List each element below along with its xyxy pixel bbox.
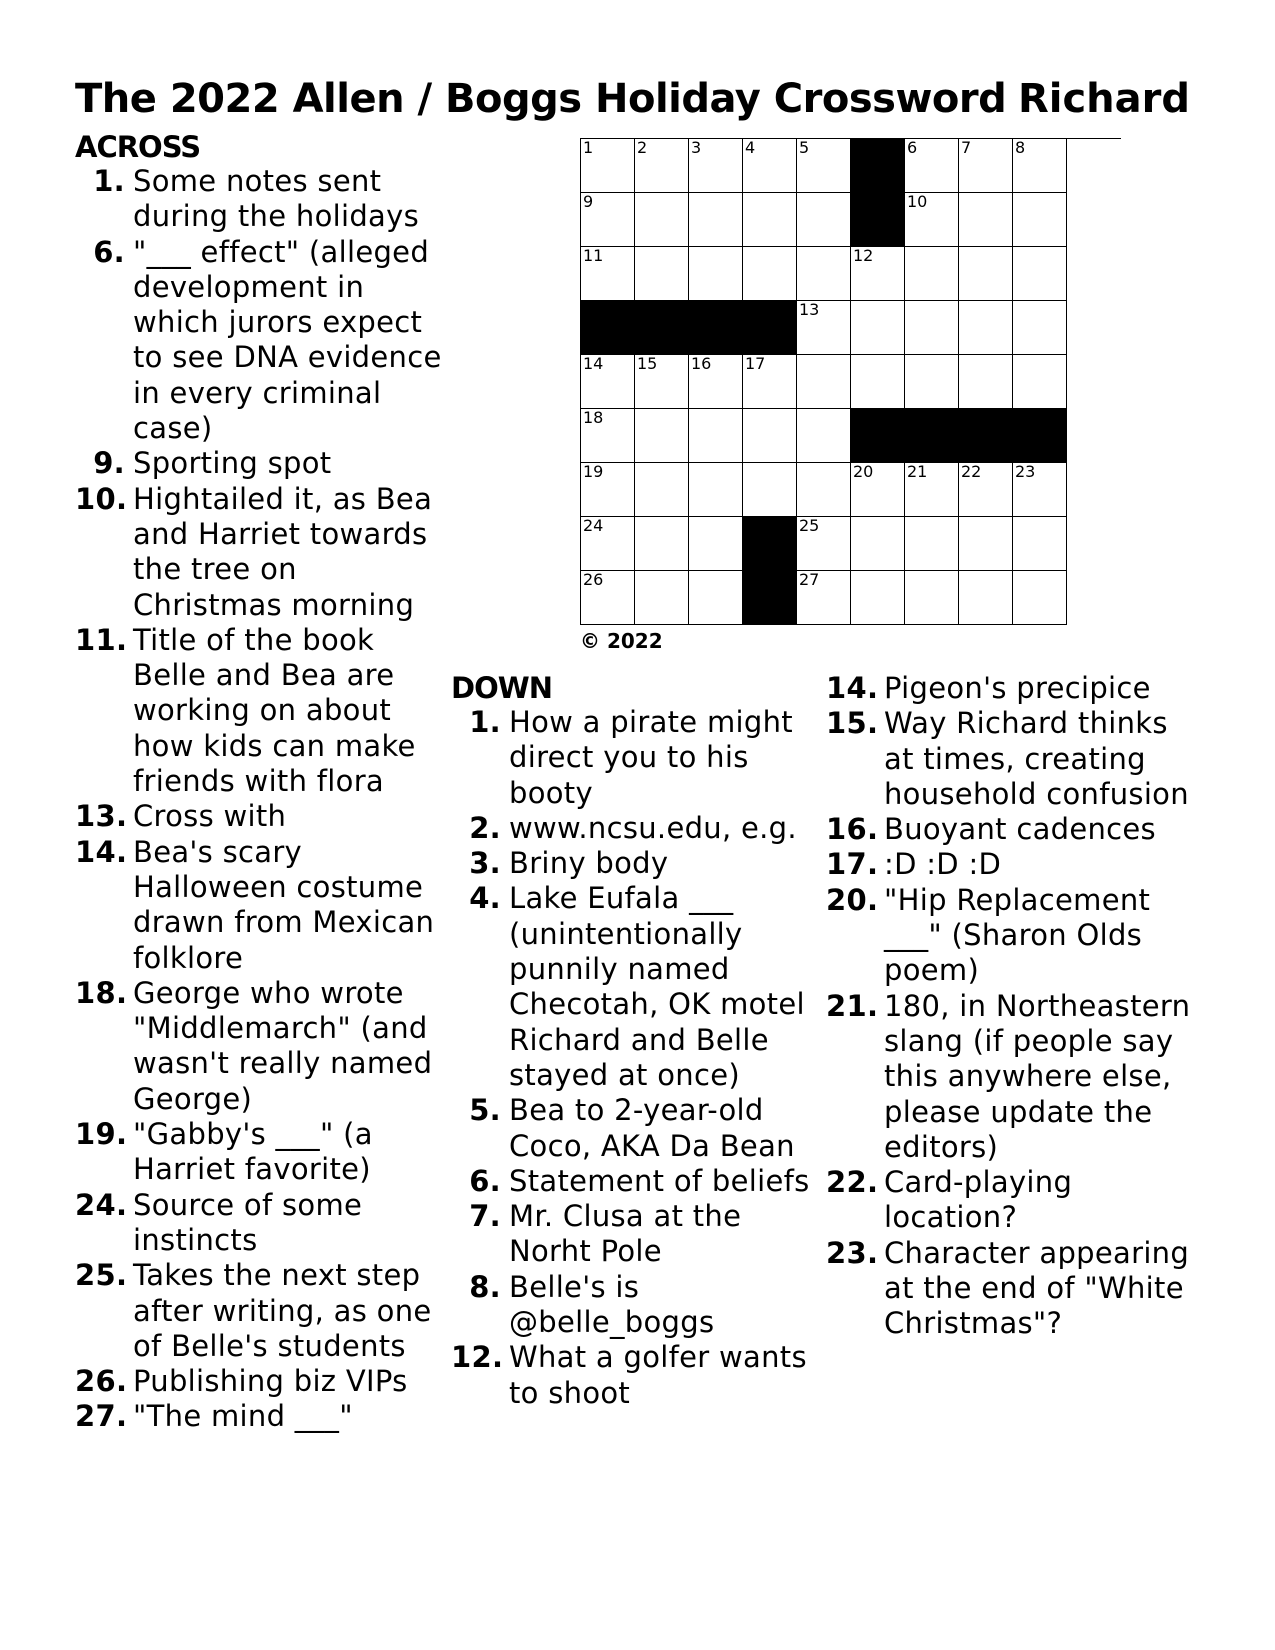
black-square bbox=[851, 139, 905, 193]
grid-cell bbox=[797, 139, 851, 193]
clue-number: 27. bbox=[75, 1399, 128, 1434]
puzzle-title: The 2022 Allen / Boggs Holiday Crossword bbox=[75, 76, 1007, 122]
down-clue bbox=[451, 1164, 811, 1199]
grid-cell bbox=[959, 139, 1013, 193]
down-clue bbox=[826, 989, 1196, 1165]
down-clue-list-right bbox=[826, 671, 1196, 1342]
clue-number: 6. bbox=[93, 234, 125, 269]
clue-text: Buoyant cadences bbox=[884, 812, 1156, 847]
clue-text: "Gabby's ___" (a Harriet favorite) bbox=[133, 1117, 373, 1187]
clue-text: Mr. Clusa at the Norht Pole bbox=[509, 1199, 742, 1269]
across-clue bbox=[75, 164, 445, 235]
down-clue bbox=[451, 1199, 811, 1270]
across-clue bbox=[75, 446, 445, 481]
cell-number: 13 bbox=[799, 300, 820, 319]
grid-cell bbox=[743, 247, 797, 301]
grid-cell bbox=[959, 301, 1013, 355]
down-clue bbox=[451, 1093, 811, 1164]
cell-number: 22 bbox=[961, 462, 982, 481]
grid-cell bbox=[797, 571, 851, 625]
grid-cell bbox=[1013, 193, 1067, 247]
cell-number: 12 bbox=[853, 246, 874, 265]
clue-number: 6. bbox=[469, 1163, 501, 1198]
cell-number: 6 bbox=[907, 138, 918, 157]
grid-cell bbox=[743, 409, 797, 463]
grid-cell bbox=[1013, 463, 1067, 517]
grid-cell bbox=[689, 247, 743, 301]
grid-cell bbox=[635, 247, 689, 301]
clue-text: How a pirate might direct you to his booty bbox=[509, 705, 793, 810]
grid-cell bbox=[635, 409, 689, 463]
grid-cell bbox=[689, 463, 743, 517]
cell-number: 2 bbox=[637, 138, 648, 157]
black-square bbox=[743, 571, 797, 625]
across-clue bbox=[75, 482, 445, 623]
down-clue bbox=[826, 812, 1196, 847]
clue-text: Briny body bbox=[509, 846, 669, 881]
cell-number: 27 bbox=[799, 570, 820, 589]
across-clue bbox=[75, 1364, 445, 1399]
grid-cell bbox=[959, 463, 1013, 517]
cell-number: 16 bbox=[691, 354, 712, 373]
grid-cell bbox=[689, 409, 743, 463]
grid-cell bbox=[905, 463, 959, 517]
cell-number: 17 bbox=[745, 354, 766, 373]
clue-number: 13. bbox=[75, 799, 128, 834]
grid-cell bbox=[959, 247, 1013, 301]
clue-number: 1. bbox=[93, 164, 125, 198]
down-clue bbox=[826, 671, 1196, 706]
clue-text: Bea to 2-year-old Coco, AKA Da Bean bbox=[509, 1093, 795, 1163]
grid-cell bbox=[905, 139, 959, 193]
clue-number: 21. bbox=[826, 988, 879, 1023]
clue-text: "Hip Replacement ___" (Sharon Olds poem) bbox=[884, 882, 1151, 988]
grid-cell bbox=[743, 139, 797, 193]
grid-cell bbox=[1013, 301, 1067, 355]
cell-number: 25 bbox=[799, 516, 820, 535]
grid-cell bbox=[635, 139, 689, 193]
clue-number: 14. bbox=[75, 834, 128, 869]
grid-cell bbox=[797, 355, 851, 409]
grid-cell bbox=[581, 139, 635, 193]
clue-text: :D :D :D bbox=[884, 847, 1002, 882]
clue-text: Publishing biz VIPs bbox=[133, 1364, 408, 1399]
black-square bbox=[635, 301, 689, 355]
down-heading: DOWN bbox=[451, 671, 552, 705]
grid-cell bbox=[905, 571, 959, 625]
grid-cell bbox=[1013, 247, 1067, 301]
across-clue bbox=[75, 976, 445, 1117]
clue-number: 4. bbox=[469, 881, 501, 916]
grid-cell bbox=[581, 571, 635, 625]
clue-text: Lake Eufala ___ (unintentionally punnily named Checotah, OK motel Richard and Belle stayed at once) bbox=[509, 881, 805, 1092]
down-clue bbox=[826, 883, 1196, 989]
clue-text: Way Richard thinks at times, creating household confusion bbox=[884, 706, 1189, 811]
grid-cell bbox=[635, 193, 689, 247]
grid-cell bbox=[905, 517, 959, 571]
down-clue bbox=[826, 706, 1196, 812]
across-clue bbox=[75, 1258, 445, 1364]
grid-cell bbox=[581, 517, 635, 571]
grid-cell bbox=[743, 463, 797, 517]
clue-number: 14. bbox=[826, 671, 879, 705]
clue-text: George who wrote "Middlemarch" (and wasn't really named George) bbox=[133, 975, 433, 1116]
grid-cell bbox=[851, 517, 905, 571]
grid-cell bbox=[635, 517, 689, 571]
grid-cell bbox=[851, 463, 905, 517]
grid-cell bbox=[1013, 139, 1067, 193]
black-square bbox=[743, 517, 797, 571]
black-square bbox=[1013, 409, 1067, 463]
clue-number: 22. bbox=[826, 1165, 879, 1200]
clue-number: 10. bbox=[75, 481, 128, 516]
clue-number: 7. bbox=[469, 1199, 501, 1234]
grid-cell bbox=[581, 355, 635, 409]
clue-text: Belle's is @belle_boggs bbox=[509, 1269, 715, 1340]
grid-cell bbox=[797, 517, 851, 571]
clue-number: 3. bbox=[469, 846, 501, 881]
clue-number: 16. bbox=[826, 812, 879, 847]
clue-text: Pigeon's precipice bbox=[884, 671, 1151, 705]
grid-cell bbox=[1013, 571, 1067, 625]
cell-number: 7 bbox=[961, 138, 972, 157]
grid-cell bbox=[689, 355, 743, 409]
cell-number: 3 bbox=[691, 138, 702, 157]
grid-cell bbox=[851, 301, 905, 355]
clue-text: Bea's scary Halloween costume drawn from Mexican folklore bbox=[133, 834, 435, 975]
black-square bbox=[743, 301, 797, 355]
down-clue bbox=[451, 881, 811, 1093]
down-clue bbox=[451, 811, 811, 846]
clue-number: 15. bbox=[826, 706, 879, 741]
across-clue bbox=[75, 835, 445, 976]
clue-text: Card-playing location? bbox=[884, 1165, 1073, 1235]
cell-number: 21 bbox=[907, 462, 928, 481]
grid-cell bbox=[1013, 355, 1067, 409]
grid-cell bbox=[905, 193, 959, 247]
down-clue bbox=[451, 846, 811, 881]
cell-number: 9 bbox=[583, 192, 594, 211]
clue-text: Takes the next step after writing, as one of Belle's students bbox=[133, 1258, 432, 1363]
clue-text: "The mind ___" bbox=[133, 1399, 353, 1434]
down-clue bbox=[451, 1340, 811, 1411]
author-name: Richard bbox=[1017, 76, 1190, 122]
clue-text: Source of some instincts bbox=[133, 1187, 363, 1257]
grid-cell bbox=[905, 355, 959, 409]
grid-cell bbox=[797, 463, 851, 517]
grid-cell bbox=[635, 355, 689, 409]
clue-text: 180, in Northeastern slang (if people say this anywhere else, please update the editors) bbox=[884, 988, 1191, 1164]
grid-cell bbox=[959, 571, 1013, 625]
black-square bbox=[581, 301, 635, 355]
grid-cell bbox=[959, 517, 1013, 571]
clue-text: Title of the book Belle and Bea are working on about how kids can make friends with flora bbox=[133, 622, 416, 799]
grid-cell bbox=[581, 463, 635, 517]
cell-number: 1 bbox=[583, 138, 594, 157]
grid-cell bbox=[797, 247, 851, 301]
grid-cell bbox=[581, 193, 635, 247]
across-clue bbox=[75, 799, 445, 834]
clue-text: Hightailed it, as Bea and Harriet towards the tree on Christmas morning bbox=[133, 481, 433, 622]
grid-cell bbox=[905, 247, 959, 301]
clue-text: Character appearing at the end of "White Christmas"? bbox=[884, 1235, 1190, 1341]
crossword-grid bbox=[580, 138, 1121, 625]
grid-cell bbox=[743, 193, 797, 247]
clue-text: What a golfer wants to shoot bbox=[509, 1340, 807, 1410]
clue-number: 9. bbox=[93, 446, 125, 481]
grid-cell bbox=[581, 409, 635, 463]
grid-cell bbox=[851, 247, 905, 301]
clue-number: 8. bbox=[469, 1269, 501, 1304]
clue-number: 12. bbox=[451, 1340, 504, 1375]
cell-number: 4 bbox=[745, 138, 756, 157]
clue-number: 11. bbox=[75, 622, 128, 657]
black-square bbox=[689, 301, 743, 355]
grid-cell bbox=[959, 355, 1013, 409]
across-clue bbox=[75, 1399, 445, 1434]
down-clue-list-left bbox=[451, 705, 811, 1411]
grid-cell bbox=[689, 139, 743, 193]
cell-number: 15 bbox=[637, 354, 658, 373]
grid-cell bbox=[905, 301, 959, 355]
black-square bbox=[905, 409, 959, 463]
grid-cell bbox=[851, 355, 905, 409]
grid-cell bbox=[635, 463, 689, 517]
cell-number: 19 bbox=[583, 462, 604, 481]
clue-text: Some notes sent during the holidays bbox=[133, 164, 419, 234]
across-clue bbox=[75, 1117, 445, 1188]
down-clue bbox=[826, 1165, 1196, 1236]
down-clue bbox=[451, 705, 811, 811]
grid-cell bbox=[689, 571, 743, 625]
down-clue bbox=[826, 1236, 1196, 1342]
clue-number: 17. bbox=[826, 847, 879, 882]
grid-cell bbox=[689, 193, 743, 247]
grid-cell bbox=[689, 517, 743, 571]
cell-number: 10 bbox=[907, 192, 928, 211]
grid-cell bbox=[797, 301, 851, 355]
cell-number: 26 bbox=[583, 570, 604, 589]
clue-text: www.ncsu.edu, e.g. bbox=[509, 810, 797, 845]
grid-cell bbox=[959, 193, 1013, 247]
cell-number: 5 bbox=[799, 138, 810, 157]
clue-text: Sporting spot bbox=[133, 446, 332, 481]
cell-number: 23 bbox=[1015, 462, 1036, 481]
grid-cell bbox=[635, 571, 689, 625]
copyright-notice: © 2022 bbox=[580, 629, 663, 653]
across-heading: ACROSS bbox=[75, 130, 201, 164]
cell-number: 18 bbox=[583, 408, 604, 427]
clue-number: 24. bbox=[75, 1187, 128, 1222]
clue-number: 18. bbox=[75, 975, 128, 1010]
clue-number: 19. bbox=[75, 1117, 128, 1152]
cell-number: 20 bbox=[853, 462, 874, 481]
grid-cell bbox=[797, 193, 851, 247]
clue-text: Cross with bbox=[133, 799, 287, 834]
grid-cell bbox=[851, 571, 905, 625]
clue-number: 5. bbox=[469, 1093, 501, 1128]
clue-number: 26. bbox=[75, 1364, 128, 1399]
black-square bbox=[851, 409, 905, 463]
clue-text: "___ effect" (alleged development in which jurors expect to see DNA evidence in every criminal case) bbox=[133, 234, 442, 446]
grid-cell bbox=[1013, 517, 1067, 571]
across-clue bbox=[75, 235, 445, 447]
clue-text: Statement of beliefs bbox=[509, 1163, 810, 1198]
clue-number: 25. bbox=[75, 1258, 128, 1293]
across-clue bbox=[75, 1188, 445, 1259]
clue-number: 20. bbox=[826, 882, 879, 917]
clue-number: 23. bbox=[826, 1235, 879, 1270]
cell-number: 8 bbox=[1015, 138, 1026, 157]
grid-cell bbox=[581, 247, 635, 301]
black-square bbox=[959, 409, 1013, 463]
black-square bbox=[851, 193, 905, 247]
cell-number: 14 bbox=[583, 354, 604, 373]
across-clue-list bbox=[75, 164, 445, 1435]
clue-number: 1. bbox=[469, 705, 501, 739]
cell-number: 24 bbox=[583, 516, 604, 535]
grid-cell bbox=[797, 409, 851, 463]
cell-number: 11 bbox=[583, 246, 604, 265]
across-clue bbox=[75, 623, 445, 799]
down-clue bbox=[826, 847, 1196, 882]
down-clue bbox=[451, 1270, 811, 1341]
clue-number: 2. bbox=[469, 810, 501, 845]
grid-cell bbox=[743, 355, 797, 409]
